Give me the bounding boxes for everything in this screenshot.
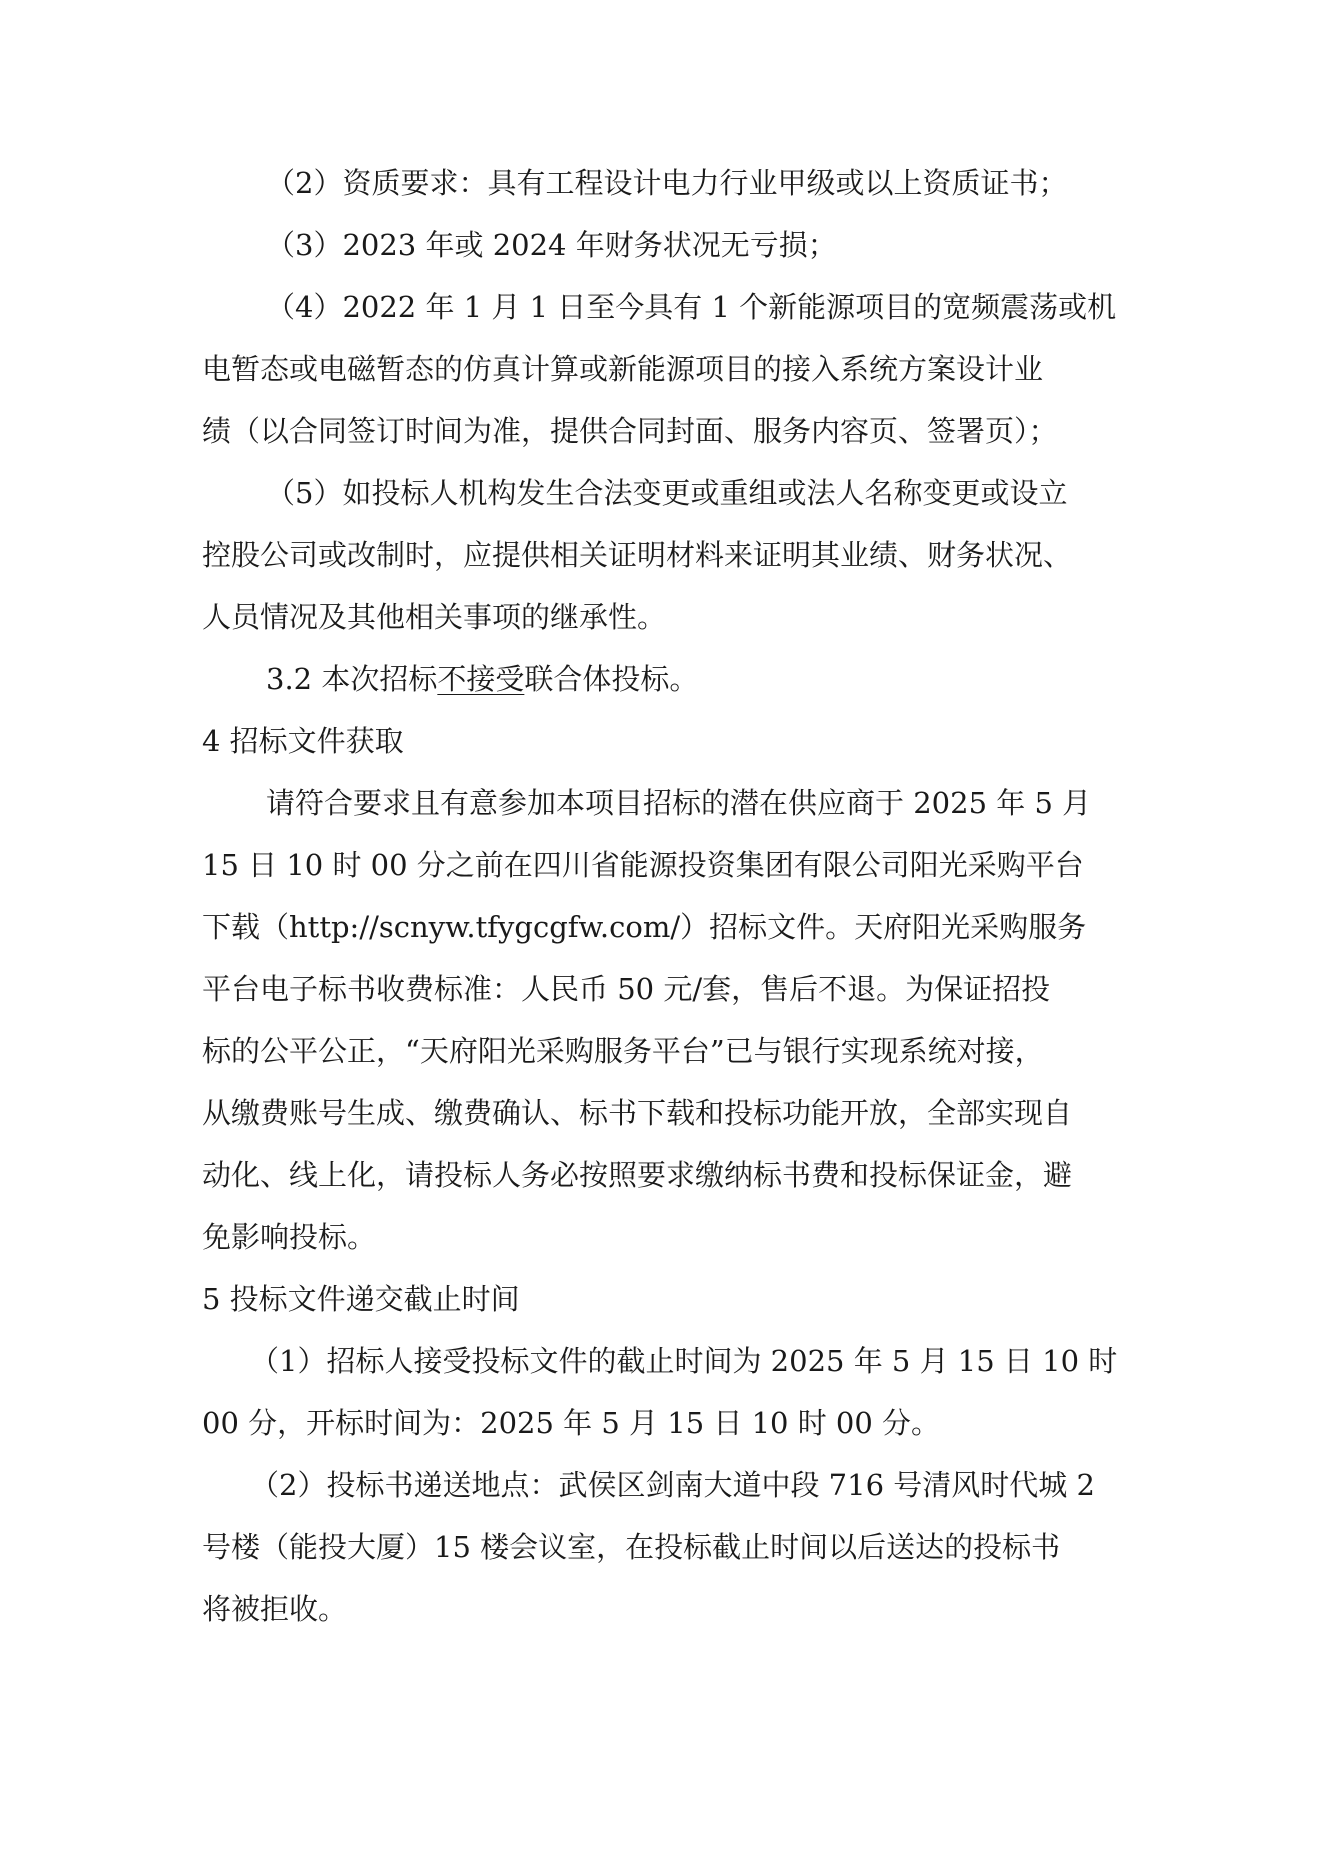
clause-3-2 [202, 648, 1132, 710]
text-line: 请符合要求且有意参加本项目招标的潜在供应商于 2025 年 5 月 [266, 786, 1092, 820]
text-line: 下载（http://scnyw.tfygcgfw.com/）招标文件。天府阳光采购服务 [202, 910, 1087, 944]
section-heading: 4 招标文件获取 [202, 724, 404, 758]
text-line: （4）2022 年 1 月 1 日至今具有 1 个新能源项目的宽频震荡或机 [266, 290, 1117, 324]
text-line: 电暂态或电磁暂态的仿真计算或新能源项目的接入系统方案设计业 [202, 352, 1044, 386]
section-5-heading [202, 1268, 1132, 1330]
text-line: 号楼（能投大厦）15 楼会议室，在投标截止时间以后送达的投标书 [202, 1530, 1061, 1564]
text-line: （1）招标人接受投标文件的截止时间为 2025 年 5 月 15 日 10 时 [250, 1344, 1118, 1378]
text-line: 免影响投标。 [202, 1220, 377, 1254]
section-4-heading [202, 710, 1132, 772]
text-line: 控股公司或改制时，应提供相关证明材料来证明其业绩、财务状况、 [202, 538, 1073, 572]
text-line [202, 648, 1132, 710]
text-line: 15 日 10 时 00 分之前在四川省能源投资集团有限公司阳光采购平台 [202, 848, 1084, 882]
section-heading: 5 投标文件递交截止时间 [202, 1282, 520, 1316]
clause-prefix: 3.2 本次招标 [266, 662, 438, 696]
text-line: （3）2023 年或 2024 年财务状况无亏损； [266, 228, 837, 262]
qualification-item-2 [202, 152, 1132, 214]
qualification-item-5 [202, 462, 1132, 648]
text-line: 从缴费账号生成、缴费确认、标书下载和投标功能开放，全部实现自 [202, 1096, 1073, 1130]
text-line: 平台电子标书收费标准：人民币 50 元/套，售后不退。为保证招投 [202, 972, 1051, 1006]
document-body [202, 152, 1132, 1640]
underlined-term: 不接受 [437, 662, 525, 696]
qualification-item-4 [202, 276, 1132, 462]
text-line: 人员情况及其他相关事项的继承性。 [202, 600, 667, 634]
text-line: 将被拒收。 [202, 1592, 348, 1626]
text-line: （2）资质要求：具有工程设计电力行业甲级或以上资质证书； [266, 166, 1068, 200]
clause-suffix: 联合体投标。 [524, 662, 699, 696]
qualification-item-3 [202, 214, 1132, 276]
text-line: （2）投标书递送地点：武侯区剑南大道中段 716 号清风时代城 2 [250, 1468, 1095, 1502]
section-4-paragraph [202, 772, 1132, 1268]
text-line: 绩（以合同签订时间为准，提供合同封面、服务内容页、签署页）； [202, 414, 1058, 448]
deadline-item-2 [202, 1454, 1132, 1640]
text-line: 动化、线上化，请投标人务必按照要求缴纳标书费和投标保证金，避 [202, 1158, 1073, 1192]
text-line: （5）如投标人机构发生合法变更或重组或法人名称变更或设立 [266, 476, 1068, 510]
deadline-item-1 [202, 1330, 1132, 1454]
text-line: 00 分，开标时间为：2025 年 5 月 15 日 10 时 00 分。 [202, 1406, 941, 1440]
text-line: 标的公平公正，“天府阳光采购服务平台”已与银行实现系统对接， [202, 1034, 1044, 1068]
